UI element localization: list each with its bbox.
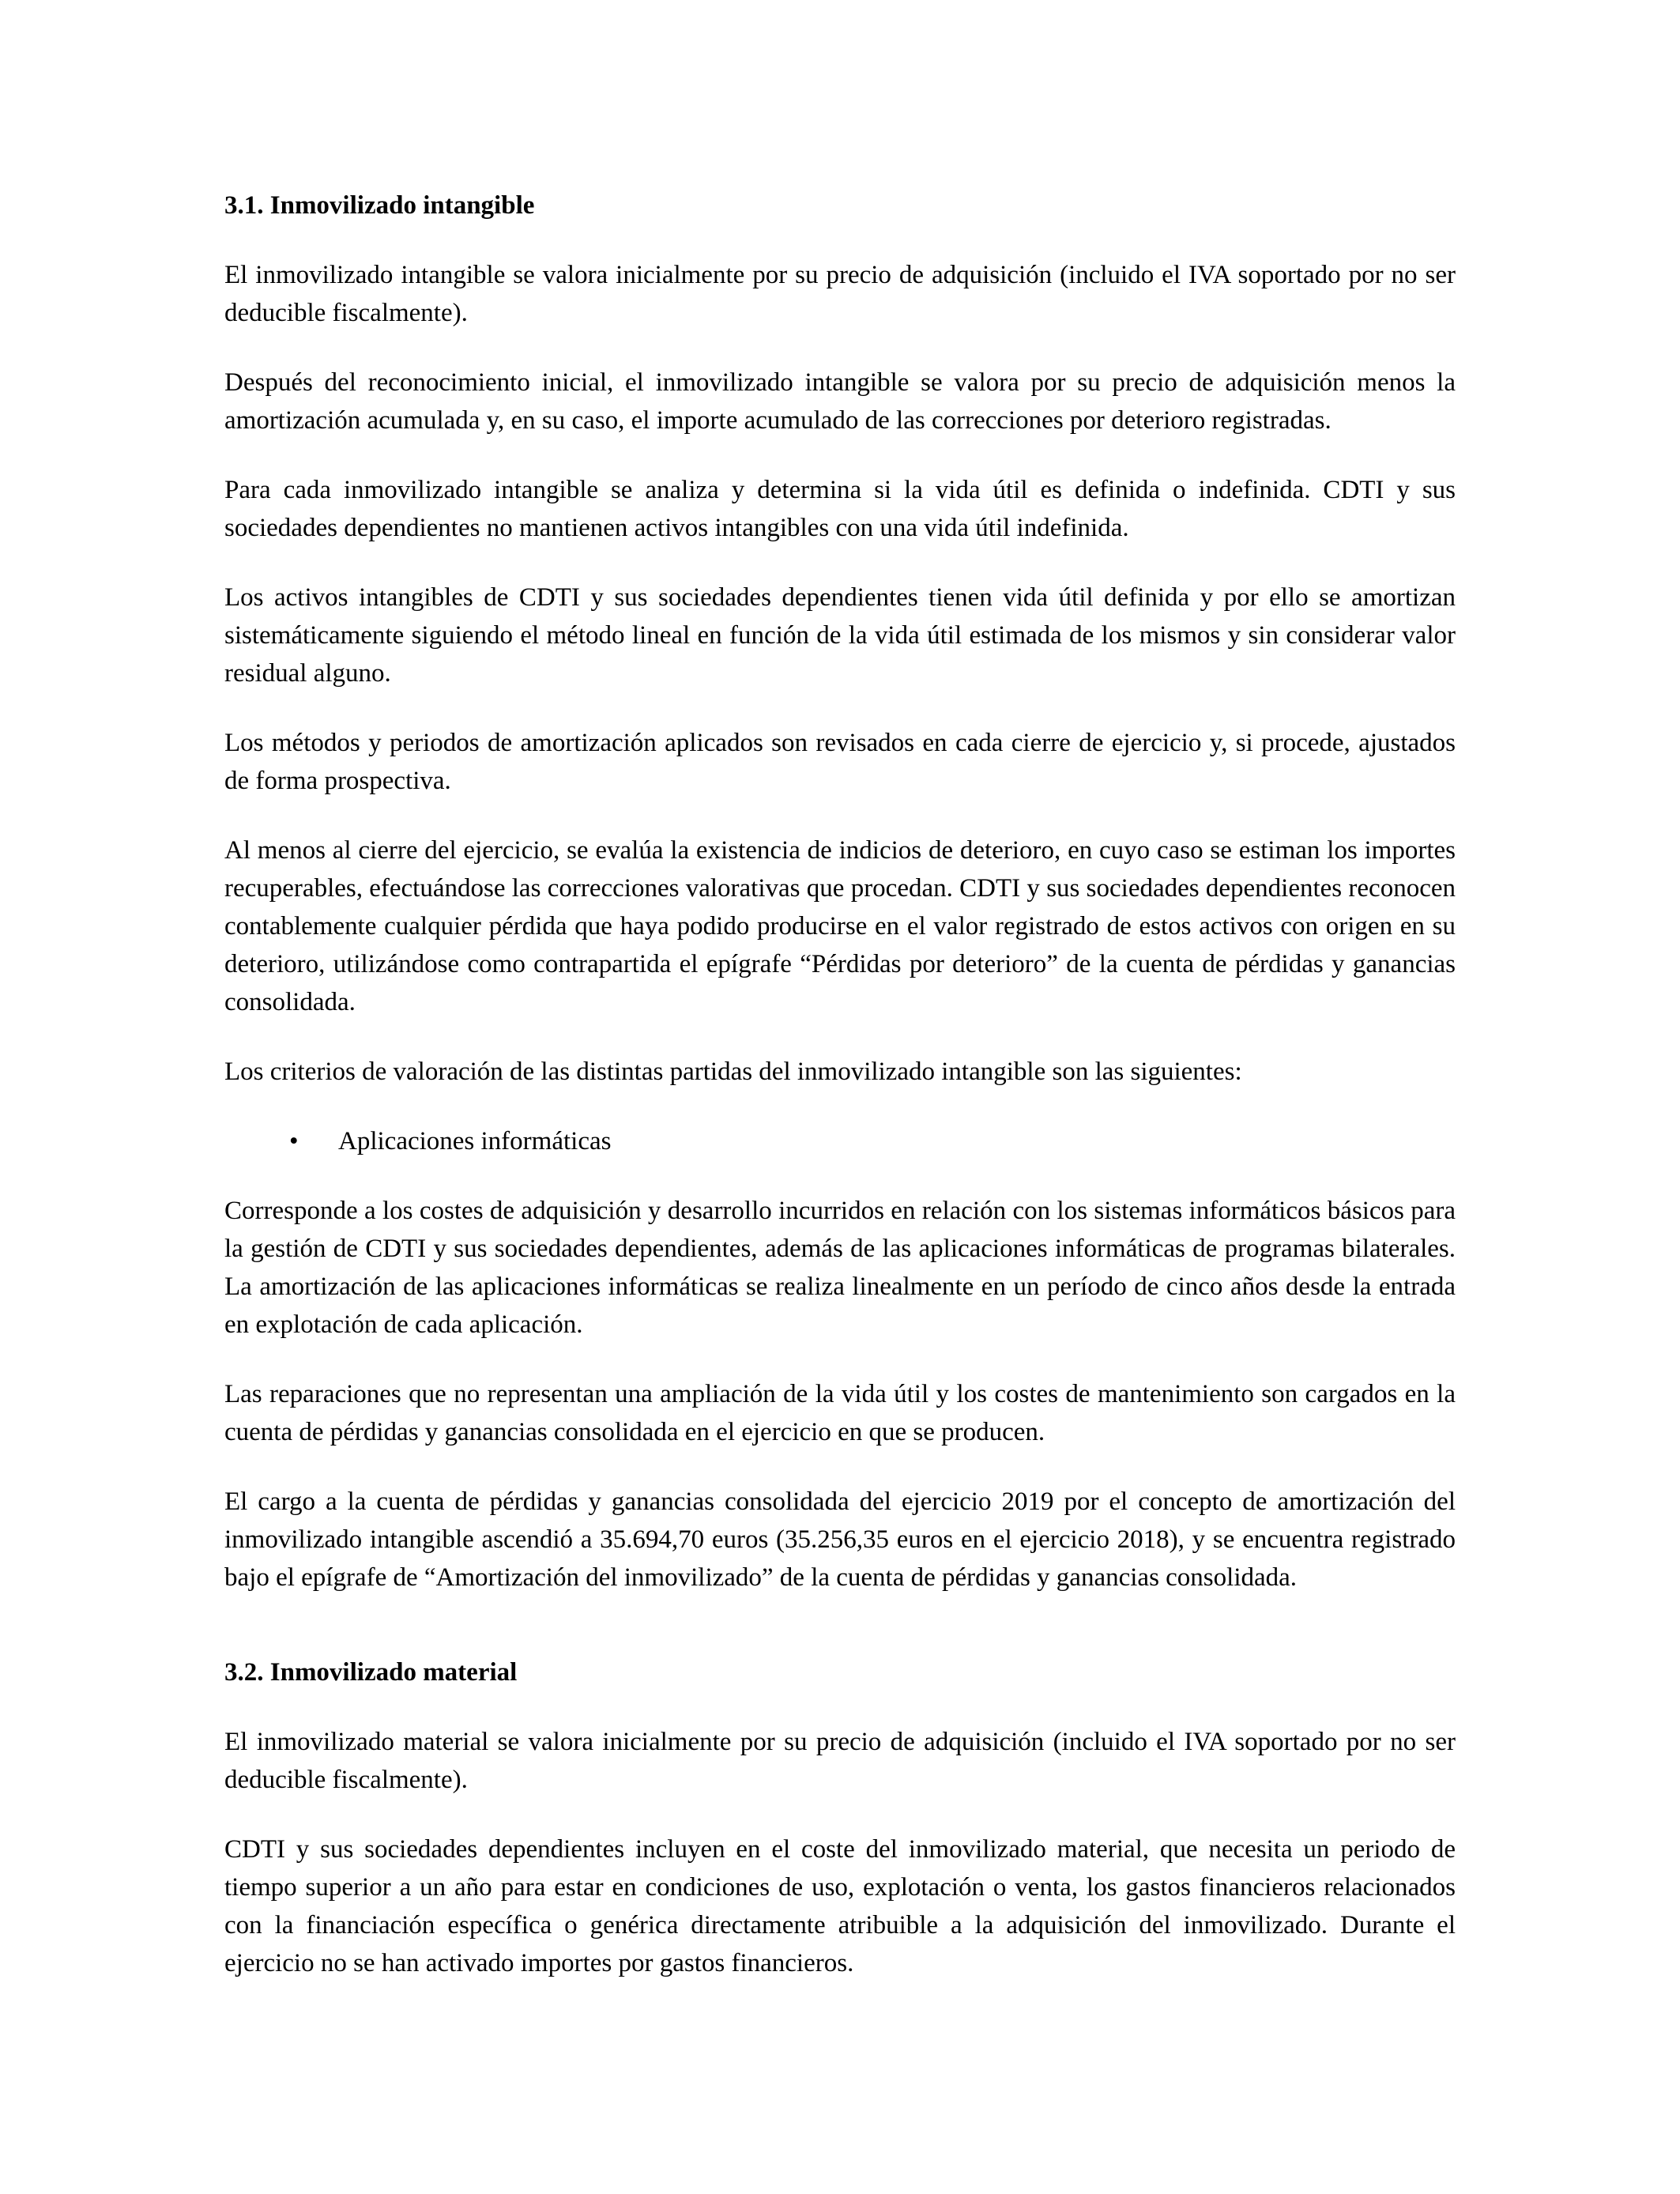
page-content [224, 187, 1456, 2014]
paragraph: El inmovilizado material se valora inicialmente por su precio de adquisición (incluido el IVA soportado por no ser deducible fiscalmente). [224, 1728, 1456, 1794]
paragraph: El cargo a la cuenta de pérdidas y ganancias consolidada del ejercicio 2019 por el concepto de amortización del inmovilizado intangible ascendió a 35.694,70 euros (35.256,35 euros en el ejercicio 2018), y se encuentra registrado bajo el epígrafe de “Amortización del inmovilizado” de la cuenta de pérdidas y ganancias consolidada. [224, 1487, 1456, 1592]
paragraph: CDTI y sus sociedades dependientes incluyen en el coste del inmovilizado material, que necesita un periodo de tiempo superior a un año para estar en condiciones de uso, explotación o venta, los gastos financieros relacionados con la financiación específica o genérica directamente atribuible a la adquisición del inmovilizado. Durante el ejercicio no se han activado importes por gastos financieros. [224, 1835, 1456, 1977]
bullet-label: Aplicaciones informáticas [338, 1127, 612, 1155]
paragraph: El inmovilizado intangible se valora inicialmente por su precio de adquisición (incluido el IVA soportado por no ser deducible fiscalmente). [224, 261, 1456, 327]
indented-paragraph: Las reparaciones que no representan una ampliación de la vida útil y los costes de mantenimiento son cargados en la cuenta de pérdidas y ganancias consolidada en el ejercicio en que se producen. [224, 1380, 1456, 1446]
paragraph: Los criterios de valoración de las distintas partidas del inmovilizado intangible son las siguientes: [224, 1057, 1242, 1086]
paragraph: Después del reconocimiento inicial, el inmovilizado intangible se valora por su precio de adquisición menos la amortización acumulada y, en su caso, el importe acumulado de las correcciones por deterioro registradas. [224, 368, 1456, 435]
paragraph: Al menos al cierre del ejercicio, se evalúa la existencia de indicios de deterioro, en cuyo caso se estiman los importes recuperables, efectuándose las correcciones valorativas que procedan. CDTI y sus sociedades dependientes reconocen contablemente cualquier pérdida que haya podido producirse en el valor registrado de estos activos con origen en su deterioro, utilizándose como contrapartida el epígrafe “Pérdidas por deterioro” de la cuenta de pérdidas y ganancias consolidada. [224, 836, 1456, 1016]
paragraph: Para cada inmovilizado intangible se analiza y determina si la vida útil es definida o indefinida. CDTI y sus sociedades dependientes no mantienen activos intangibles con una vida útil indefinida. [224, 476, 1456, 542]
bullet-icon: • [289, 1127, 299, 1155]
section-heading-material: 3.2. Inmovilizado material [224, 1658, 518, 1687]
paragraph: Los activos intangibles de CDTI y sus sociedades dependientes tienen vida útil definida y por ello se amortizan sistemáticamente siguiendo el método lineal en función de la vida útil estimada de los mismos y sin considerar valor residual alguno. [224, 583, 1456, 688]
indented-paragraph: Corresponde a los costes de adquisición y desarrollo incurridos en relación con los sistemas informáticos básicos para la gestión de CDTI y sus sociedades dependientes, además de las aplicaciones informáticas de programas bilaterales. La amortización de las aplicaciones informáticas se realiza linealmente en un período de cinco años desde la entrada en explotación de cada aplicación. [224, 1197, 1456, 1339]
paragraph: Los métodos y periodos de amortización aplicados son revisados en cada cierre de ejercicio y, si procede, ajustados de forma prospectiva. [224, 729, 1456, 795]
section-heading-intangible: 3.1. Inmovilizado intangible [224, 191, 535, 220]
bullet-item [289, 1122, 1456, 1160]
